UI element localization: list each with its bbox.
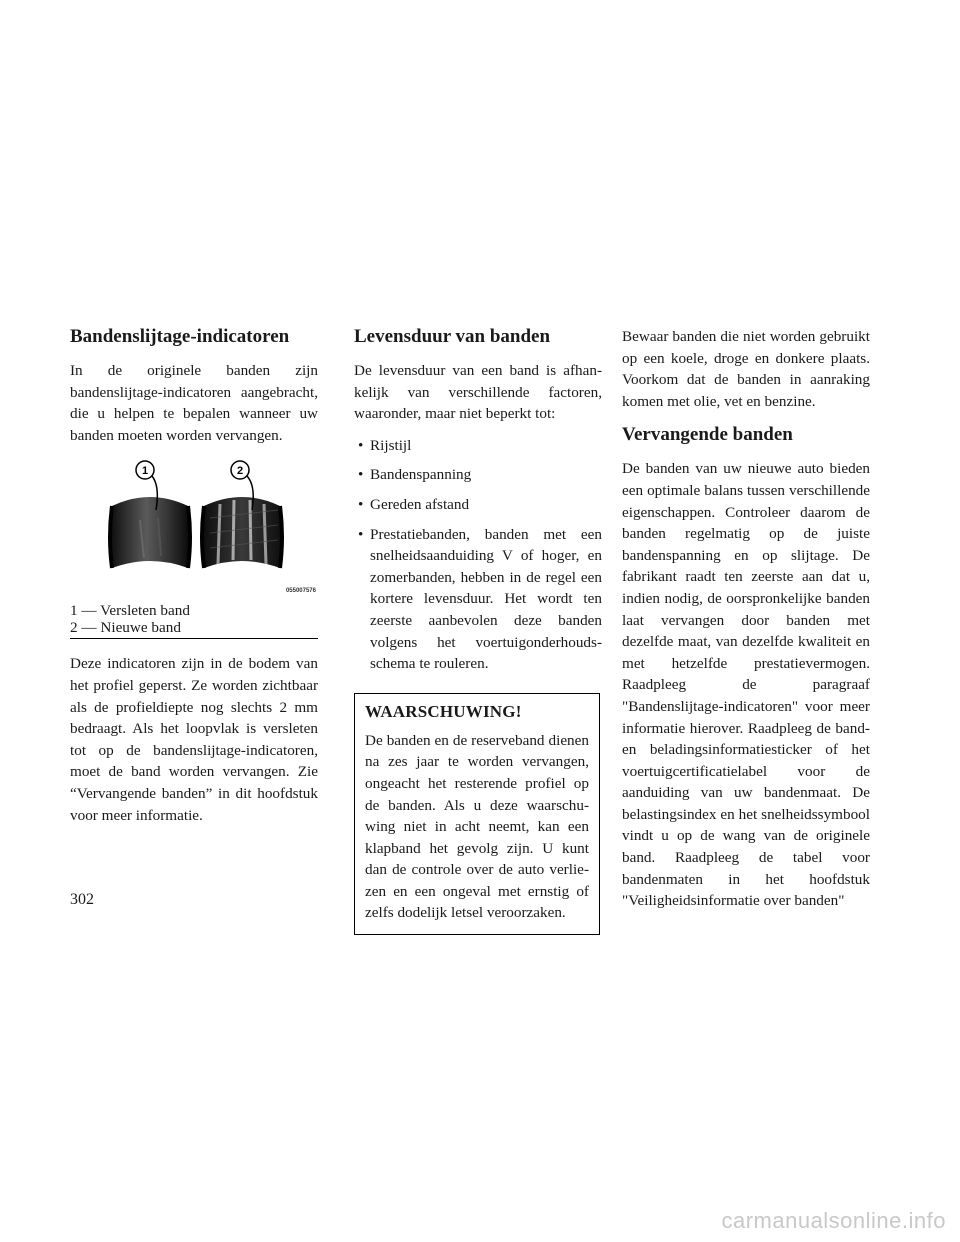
list-item: • Bandenspanning [358,466,472,484]
worn-tire-shape [112,497,188,568]
tire-illustration [70,458,318,598]
legend-item-2: 2 — Nieuwe band [70,619,181,637]
watermark: carmanualsonline.info [721,1208,946,1233]
list-item: • Rijstijl [358,436,412,454]
warning-title: WAARSCHUWING! [365,701,522,721]
legend-divider [70,638,318,639]
wear-indicators-intro: In de originele banden zijn bandenslijtage-indicatoren aangebracht, die u helpen te bepalen wanneer uw banden moeten worden vervangen. [70,362,318,444]
column-1 [70,326,318,826]
storage-paragraph: Bewaar banden die niet worden gebruikt op een koele, droge en donkere plaats. Voorkom dat de banden in aanraking komen met olie, vet en benzine. [622,328,870,410]
tire-life-factors-list [354,435,602,675]
section-heading-wear-indicators: Bandenslijtage-indicatoren [70,326,290,347]
section-heading-replacement-tires: Vervangende banden [622,424,793,446]
list-item: • Gereden afstand [358,495,470,513]
figure-legend [70,602,318,636]
warning-box [354,693,600,935]
tire-wear-figure [70,458,318,598]
column-2 [354,326,602,935]
page-number: 302 [70,891,94,908]
column-3 [622,326,870,912]
warning-text: De banden en de reserveband dienen na zes jaar te worden vervangen, ongeacht het resterende profiel op de banden. Als u deze waarschuwing niet in acht neemt, kan een klapband het gevolg zijn. U kunt dan de controle over de auto verliezen en een ongeval met ernstig of zelfs dodelijk letsel veroorzaken. [365,731,589,922]
wear-indicators-body: Deze indicatoren zijn in de bodem van het profiel geperst. Ze worden zichtbaar als de profieldiepte nog slechts 2 mm bedraagt. Als het loopvlak is versleten tot op de bandenslijtage-indicatoren, moet de band worden vervangen. Zie “Vervangende banden” in dit hoofdstuk voor meer informatie. [70,655,318,824]
replacement-tires-body: De banden van uw nieuwe auto bieden een optimale balans tussen verschillende eigenschappen. Controleer daarom de banden regelmatig op de juiste bandenspanning en op slijtage. De fabrikant raadt ten zeerste aan dat u, indien nodig, de oorspronkelijke banden laat vervangen door banden met dezelfde maat, van dezelfde kwaliteit en met hetzelfde prestatievermogen. Raadpleeg de paragraaf "Bandenslijtage-indicatoren" voor meer informatie hierover. Raadpleeg de band- en beladingsinformatiesticker of het voertuigcertificatielabel voor de aanduiding van uw bandenmaat. De belastingsindex en het snelheidssymbool vindt u op de wang van de originele band. Raadpleeg de tabel voor bandenmaten in het hoofdstuk "Veiligheidsinformatie over banden" [622,460,870,910]
tire-life-intro: De levensduur van een band is afhankelijk van verschillende factoren, waaronder, maar niet beperkt tot: [354,362,602,423]
callout-1-label: 1 [141,465,149,478]
figure-code: 055007576 [285,588,316,595]
callout-2-label: 2 [236,465,244,478]
list-item: • Prestatiebanden, banden met een snelheidsaanduiding V of hoger, en zomerbanden, hebben in de regel een kortere levensduur. Het wordt ten zeerste aanbevolen deze banden volgens het voertuigonderhoudsschema te rouleren. [358,525,602,673]
legend-item-1: 1 — Versleten band [70,602,190,620]
section-heading-tire-life: Levensduur van banden [354,326,551,347]
